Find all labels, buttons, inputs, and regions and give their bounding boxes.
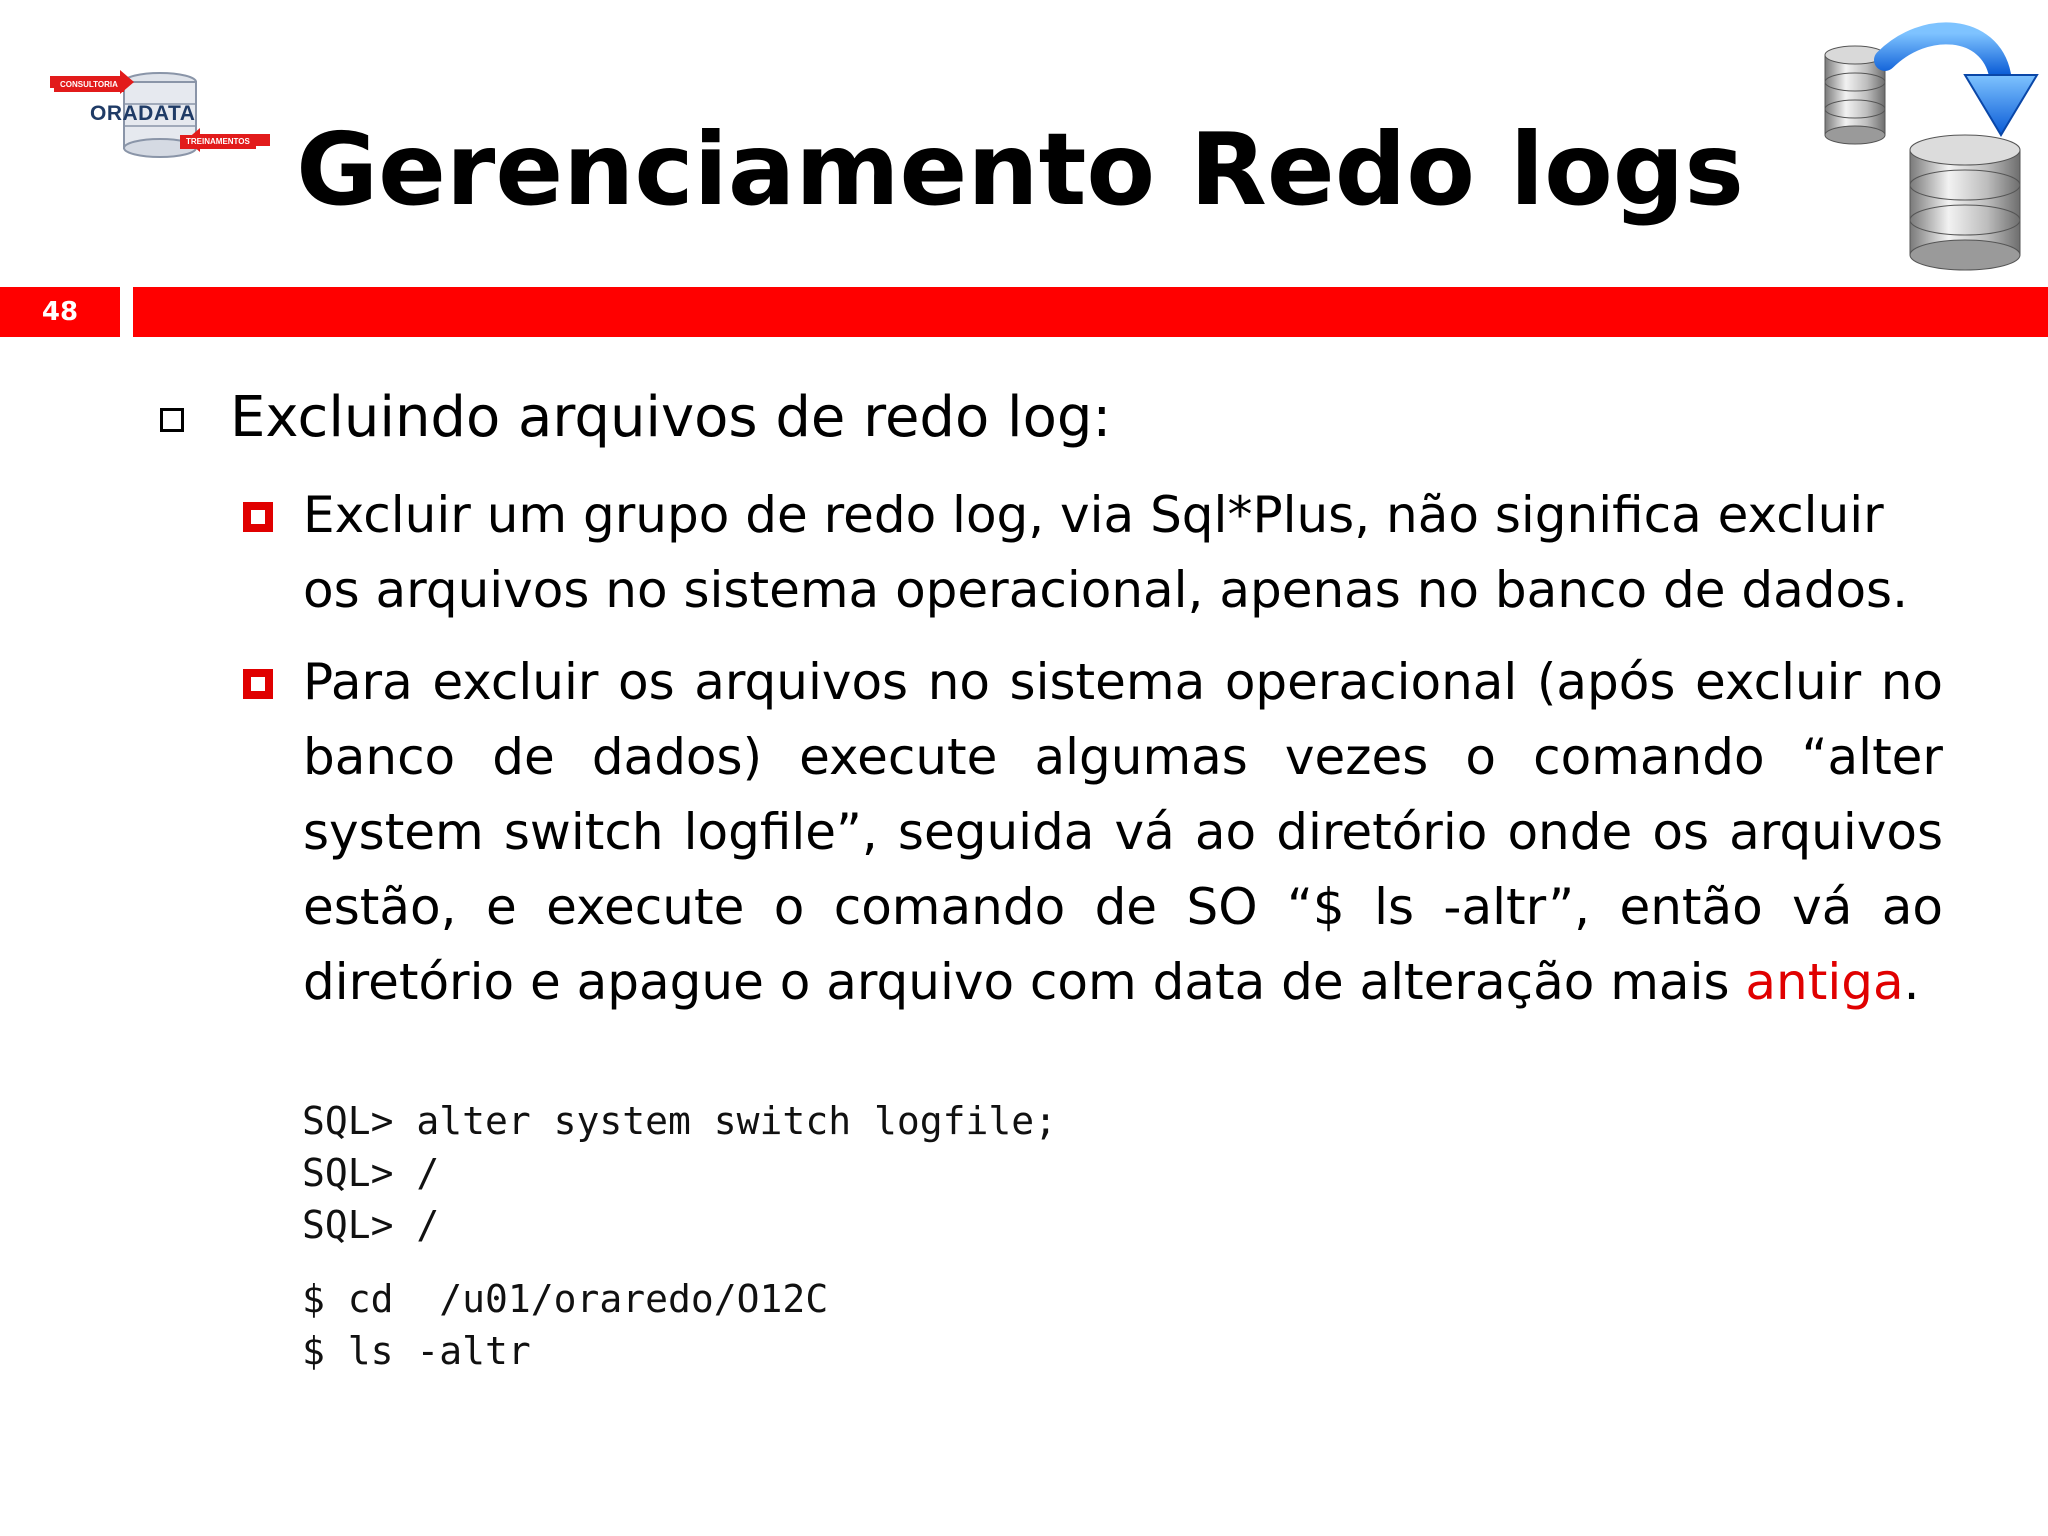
company-logo: [50, 62, 270, 172]
code-line: SQL> alter system switch logfile;: [302, 1099, 1057, 1143]
logo-tag-treinamentos: TREINAMENTOS: [180, 135, 256, 149]
highlight-word: antiga: [1745, 953, 1904, 1011]
logo-tag-consultoria: CONSULTORIA: [54, 78, 124, 92]
database-copy-icon: [1815, 15, 2045, 275]
main-bullet-text: Excluindo arquivos de redo log:: [230, 385, 1112, 450]
sql-code-block: [302, 1095, 1057, 1251]
shell-code-block: [302, 1273, 828, 1377]
sub-bullet-2-text: [303, 645, 1943, 1020]
red-square-bullet-icon: [243, 669, 273, 699]
code-line: $ cd /u01/oraredo/O12C: [302, 1277, 829, 1321]
sub-bullet-1-text: Excluir um grupo de redo log, via Sql*Plus, não significa excluir os arquivos no sistema operacional, apenas no banco de dados.: [303, 486, 1909, 619]
sub-bullet-1: [243, 478, 1943, 628]
slide-number: 48: [0, 287, 120, 337]
red-square-bullet-icon: [243, 502, 273, 532]
sub-bullet-2-body: Para excluir os arquivos no sistema operacional (após excluir no banco de dados) execute algumas vezes o comando “alter system switch logfile”, seguida vá ao diretório onde os arquivos estão, e execute o comando de SO “$ ls -altr”, então vá ao diretório e apague o arquivo com data de alteração mais: [303, 653, 1943, 1011]
sub-bullet-2: [243, 645, 1943, 1020]
code-line: $ ls -altr: [302, 1329, 531, 1373]
code-line: SQL> /: [302, 1151, 440, 1195]
code-line: SQL> /: [302, 1203, 440, 1247]
hollow-square-bullet-icon: [160, 408, 184, 432]
header-divider-bar: [133, 287, 2048, 337]
sub-bullet-2-end: .: [1903, 953, 1920, 1011]
slide-title: Gerenciamento Redo logs: [296, 111, 1744, 228]
logo-brand-text: ORADATA: [90, 102, 196, 125]
